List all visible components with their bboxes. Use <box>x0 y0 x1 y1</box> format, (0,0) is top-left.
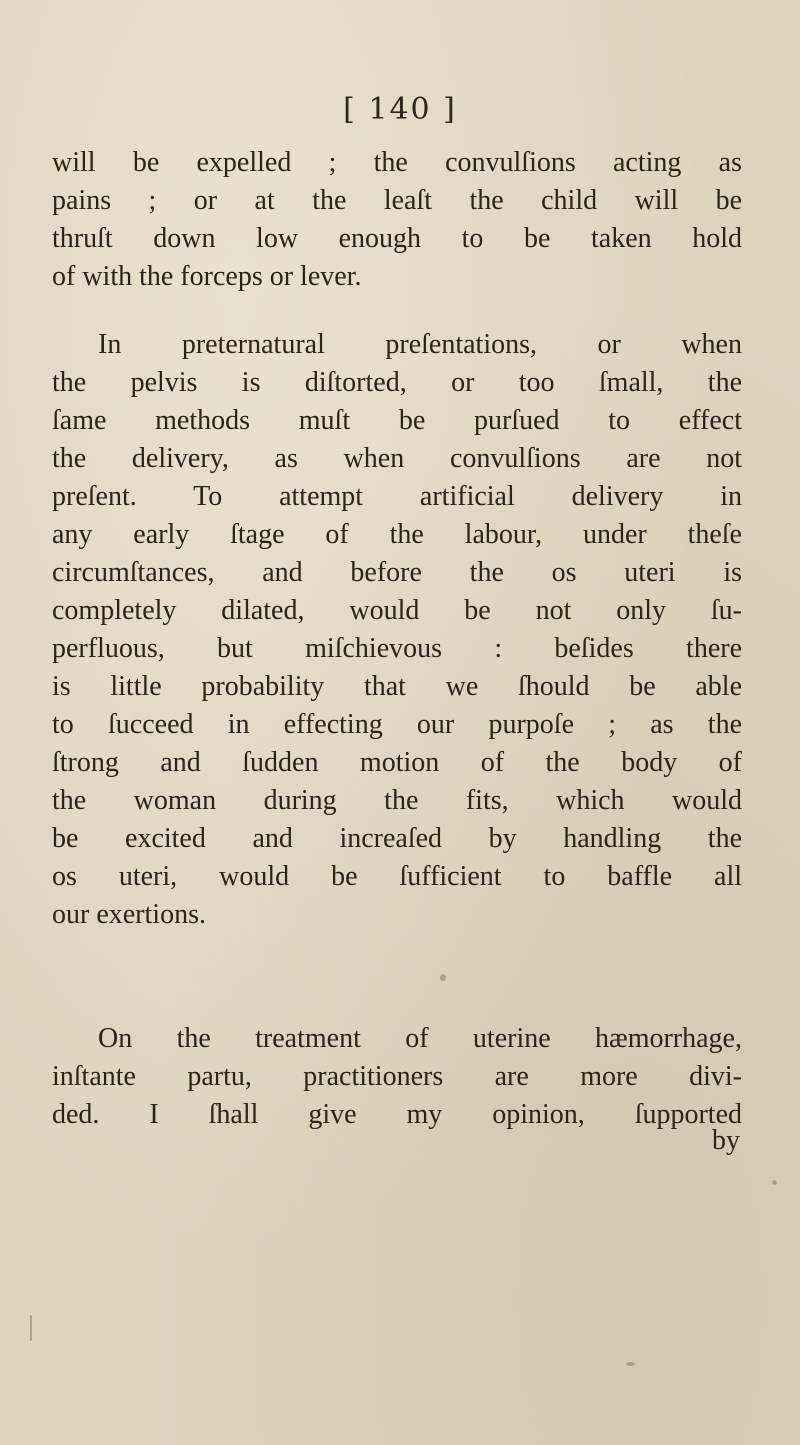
text-line: be excited and increaſed by handling the <box>52 823 742 854</box>
text-line: pains ; or at the leaſt the child will be <box>52 185 742 216</box>
text-line: In preternatural preſentations, or when <box>98 329 742 360</box>
text-line: any early ſtage of the labour, under theſe <box>52 519 742 550</box>
text-line: will be expelled ; the convulſions acting as <box>52 147 742 178</box>
text-line: the woman during the fits, which would <box>52 785 742 816</box>
paragraph-3 <box>52 1020 742 1134</box>
text-line: On the treatment of uterine hæmorrhage, <box>98 1023 742 1054</box>
paper-speck <box>440 974 446 981</box>
text-line: the delivery, as when convulſions are not <box>52 443 742 474</box>
text-line: preſent. To attempt artificial delivery in <box>52 481 742 512</box>
catchword: by <box>712 1125 740 1156</box>
text-line: to ſucceed in effecting our purpoſe ; as the <box>52 709 742 740</box>
text-line: ſame methods muſt be purſued to effect <box>52 405 742 436</box>
text-line: inſtante partu, practitioners are more divi- <box>52 1061 742 1092</box>
text-line: thruſt down low enough to be taken hold <box>52 223 742 254</box>
text-line: ded. I ſhall give my opinion, ſupported <box>52 1099 742 1130</box>
paragraph-2 <box>52 326 742 934</box>
text-line: perfluous, but miſchievous : beſides there <box>52 633 742 664</box>
paper-speck <box>626 1362 635 1366</box>
text-line: our exertions. <box>52 899 206 930</box>
text-line: of with the forceps or lever. <box>52 261 362 292</box>
text-line: the pelvis is diſtorted, or too ſmall, the <box>52 367 742 398</box>
text-line: is little probability that we ſhould be able <box>52 671 742 702</box>
text-line: completely dilated, would be not only ſu- <box>52 595 742 626</box>
text-line: ſtrong and ſudden motion of the body of <box>52 747 742 778</box>
paper-speck <box>30 1315 32 1341</box>
paragraph-1 <box>52 144 742 296</box>
page-number-header: [ 140 ] <box>343 92 457 127</box>
text-line: os uteri, would be ſufficient to baffle all <box>52 861 742 892</box>
text-line: circumſtances, and before the os uteri is <box>52 557 742 588</box>
paper-speck <box>772 1180 777 1185</box>
